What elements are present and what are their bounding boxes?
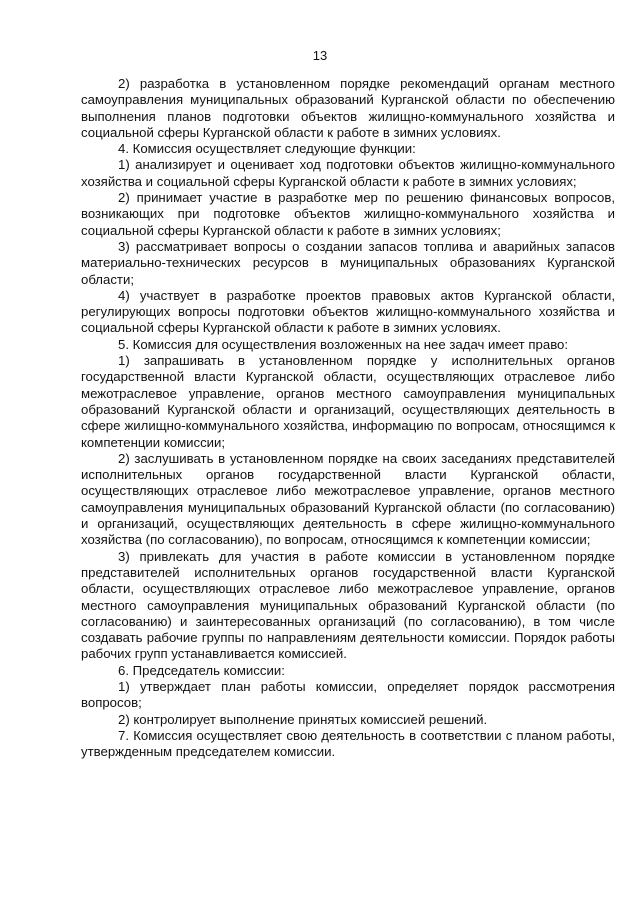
paragraph: 1) утверждает план работы комиссии, определяет порядок рассмотрения вопросов; [81,678,615,711]
section-heading: 4. Комиссия осуществляет следующие функции: [118,141,416,157]
paragraph: 7. Комиссия осуществляет свою деятельность в соответствии с планом работы, утвержденным председателем комиссии. [81,727,615,760]
document-body [81,76,615,760]
paragraph: 3) привлекать для участия в работе комиссии в установленном порядке представителей исполнительных органов государственной власти Курганской области, осуществляющих отраслевое либо межотраслевое управление, органов местного самоуправления муниципальных образований Курганской области (по согласованию) и заинтересованных организаций (по согласованию), в том числе создавать рабочие группы по направлениям деятельности комиссии. Порядок работы рабочих групп устанавливается комиссией. [81,548,615,662]
page-number: 13 [312,48,328,63]
paragraph: 1) запрашивать в установленном порядке у исполнительных органов государственной власти Курганской области, осуществляющих отраслевое либо межотраслевое управление, органов местного самоуправления муниципальных образований Курганской области и организаций, осуществляющих деятельность в сфере жилищно-коммунального хозяйства, информацию по вопросам, относящимся к компетенции комиссии; [81,353,615,450]
paragraph: 2) контролирует выполнение принятых комиссией решений. [118,711,488,727]
paragraph: 2) заслушивать в установленном порядке на своих заседаниях представителей исполнительных органов государственной власти Курганской области, осуществляющих отраслевое либо межотраслевое управление, органов местного самоуправления муниципальных образований Курганской области (по согласованию) и организаций, осуществляющих деятельность в сфере жилищно-коммунального хозяйства (по согласованию), по вопросам, относящимся к компетенции комиссии; [81,450,615,548]
paragraph: 2) разработка в установленном порядке рекомендаций органам местного самоуправления муниципальных образований Курганской области по обеспечению выполнения планов подготовки объектов жилищно-коммунального хозяйства и социальной сферы Курганской области к работе в зимних условиях. [81,76,615,140]
paragraph: 2) принимает участие в разработке мер по решению финансовых вопросов, возникающих при подготовке объектов жилищно-коммунального хозяйства и социальной сферы Курганской области к работе в зимних условиях; [81,190,615,238]
paragraph: 3) рассматривает вопросы о создании запасов топлива и аварийных запасов материально-технических ресурсов в муниципальных образованиях Курганской области; [81,238,615,287]
paragraph: 4) участвует в разработке проектов правовых актов Курганской области, регулирующих вопросы подготовки объектов жилищно-коммунального хозяйства и социальной сферы Курганской области к работе в зимних условиях. [81,287,615,336]
paragraph: 1) анализирует и оценивает ход подготовки объектов жилищно-коммунального хозяйства и социальной сферы Курганской области к работе в зимних условиях; [81,157,615,189]
section-heading: 6. Председатель комиссии: [118,662,285,678]
section-heading: 5. Комиссия для осуществления возложенных на нее задач имеет право: [118,336,569,352]
